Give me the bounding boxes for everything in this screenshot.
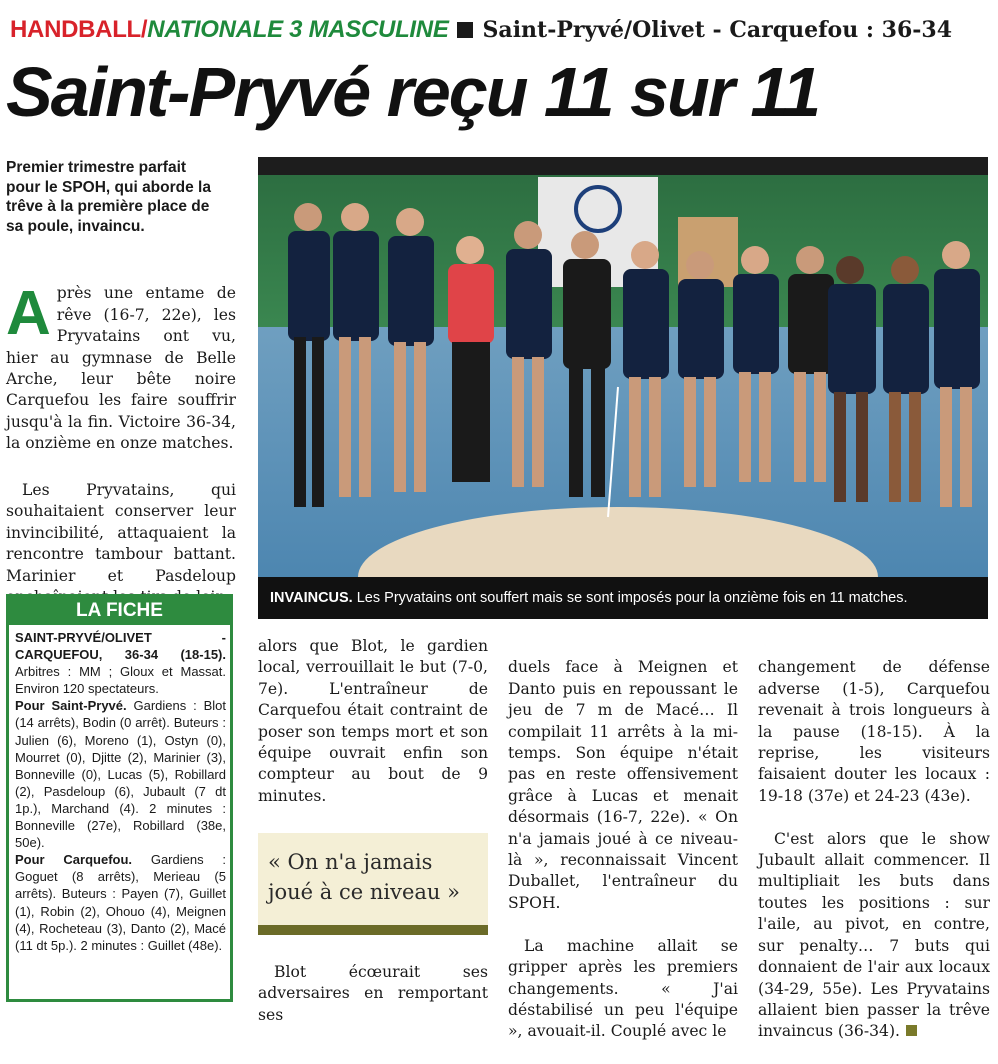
kicker-line (10, 14, 952, 46)
kicker-league: NATIONALE 3 MASCULINE (147, 16, 449, 43)
article-column-2-continued (258, 962, 488, 1026)
intro-text: Premier trimestre parfait pour le SPOH, qui aborde la trêve à la première place de sa poule, invaincu. (6, 159, 211, 235)
match-fiche-box (6, 594, 233, 1002)
team-photo (258, 157, 988, 577)
column-4-paragraph-1: changement de défense adverse (1-5), Carquefou revenait à trois longueurs à la pause (18-15). À la reprise, les visiteurs faisaient douter les locaux : 19-18 (37e) et 24-23 (43e). (758, 658, 990, 805)
fiche-body (9, 625, 230, 954)
article-column-3 (508, 636, 738, 1064)
fiche-officials: Arbitres : MM ; Gloux et Massat. Environ 120 spectateurs. (15, 664, 226, 697)
paragraph-2: Les Pryvatains, qui souhaitaient conserver leur invincibilité, attaquaient la rencontre tambour battant. Marinier et Pasdeloup (6, 481, 236, 585)
team-photo-illustration (258, 157, 988, 577)
headline: Saint-Pryvé reçu 11 sur 11 (6, 53, 820, 131)
fiche-match-line: SAINT-PRYVÉ/OLIVET - CARQUEFOU, 36-34 (18-15). (15, 630, 226, 663)
pull-quote (258, 833, 488, 935)
fiche-away-label: Pour Carquefou. (15, 852, 133, 868)
article-column-4 (758, 636, 990, 1064)
fiche-title: LA FICHE (9, 597, 230, 625)
square-bullet-icon (457, 22, 473, 38)
caption-text: Les Pryvatains ont souffert mais se sont imposés pour la onzième fois en 11 matches. (352, 590, 908, 606)
paragraph-1 (6, 279, 236, 454)
end-mark-icon (906, 1025, 917, 1036)
caption-bold: INVAINCUS. (270, 590, 353, 606)
pull-quote-text: « On n'a jamais joué à ce niveau » (268, 850, 460, 904)
column-4-paragraph-2-text: C'est alors que le show Jubault allait commencer. Il multipliait les buts dans toutes les positions : sur l'aile, au pivot, en contre, sur penalty… 7 buts qui donnaient de l'air aux locaux (34-29, 55e). Les Pryvatains allaient bien passer la trêve invaincus (36-34). (758, 829, 990, 1041)
column-3-paragraph-1: duels face à Meignen et Danto puis en repoussant le jeu de 7 m de Macé… Il compilait 11 arrêts à la mi-temps. Son équipe n'était pas en reste offensivement grâce à Lucas et menait désormais (16-7, 22e). « On n'a jamais joué à ce niveau-là », reconnaissait Vincent Duballet, l'entraîneur du SPOH. (508, 658, 738, 912)
fiche-home-text: Gardiens : Blot (14 arrêts), Bodin (0 arrêt). Buteurs : Julien (6), Moreno (1), Ostyn (0), Mourret (0), Djitte (2), Marinier (3), Bonneville (0), Lucas (5), Robillard (2), Pasdeloup (6), Jubault (7 dt 1p.), Marchand (4). 2 minutes : Bonneville (27e), Robillard (38e, 50e). (15, 698, 226, 851)
fiche-away-text: Gardiens : Goguet (8 arrêts), Merieau (5 arrêts). Buteurs : Payen (7), Guillet (1), Robin (2), Ohouo (4), Meignen (4), Rocheteau (3), Danto (2), Macé (11 dt 5p.). 2 minutes : Guillet (48e). (15, 852, 226, 953)
kicker-sport: HANDBALL/ (10, 16, 148, 43)
column-3-paragraph-2: La machine allait se gripper après les premiers changements. « J'ai déstabilisé un peu l'équipe », avouait-il. Couplé avec le (508, 936, 738, 1041)
column-2-continued-text: Blot écœurait ses adversaires en remportant ses (258, 963, 488, 1024)
fiche-home-label: Pour Saint-Pryvé. (15, 698, 127, 714)
intro-lead (6, 158, 236, 236)
article-column-2: alors que Blot, le gardien local, verrouillait le but (7-0, 7e). L'entraîneur de Carquefou était contraint de poser son temps mort et son équipe ouvrait enfin son compteur au bout de 9 minutes. (258, 637, 488, 805)
photo-caption (258, 577, 988, 619)
match-score: Saint-Pryvé/Olivet - Carquefou : 36-34 (482, 17, 953, 43)
paragraph-1-text: près une entame de rêve (16-7, 22e), les Pryvatains ont vu, hier au gymnase de Belle Arche, leur bête noire Carquefou les faire souffrir jusqu'à la fin. Victoire 36-34, la onzième en onze matches. (6, 284, 236, 453)
drop-cap: A (6, 279, 51, 349)
article-column-1 (6, 262, 236, 634)
column-4-paragraph-2 (758, 829, 990, 1043)
